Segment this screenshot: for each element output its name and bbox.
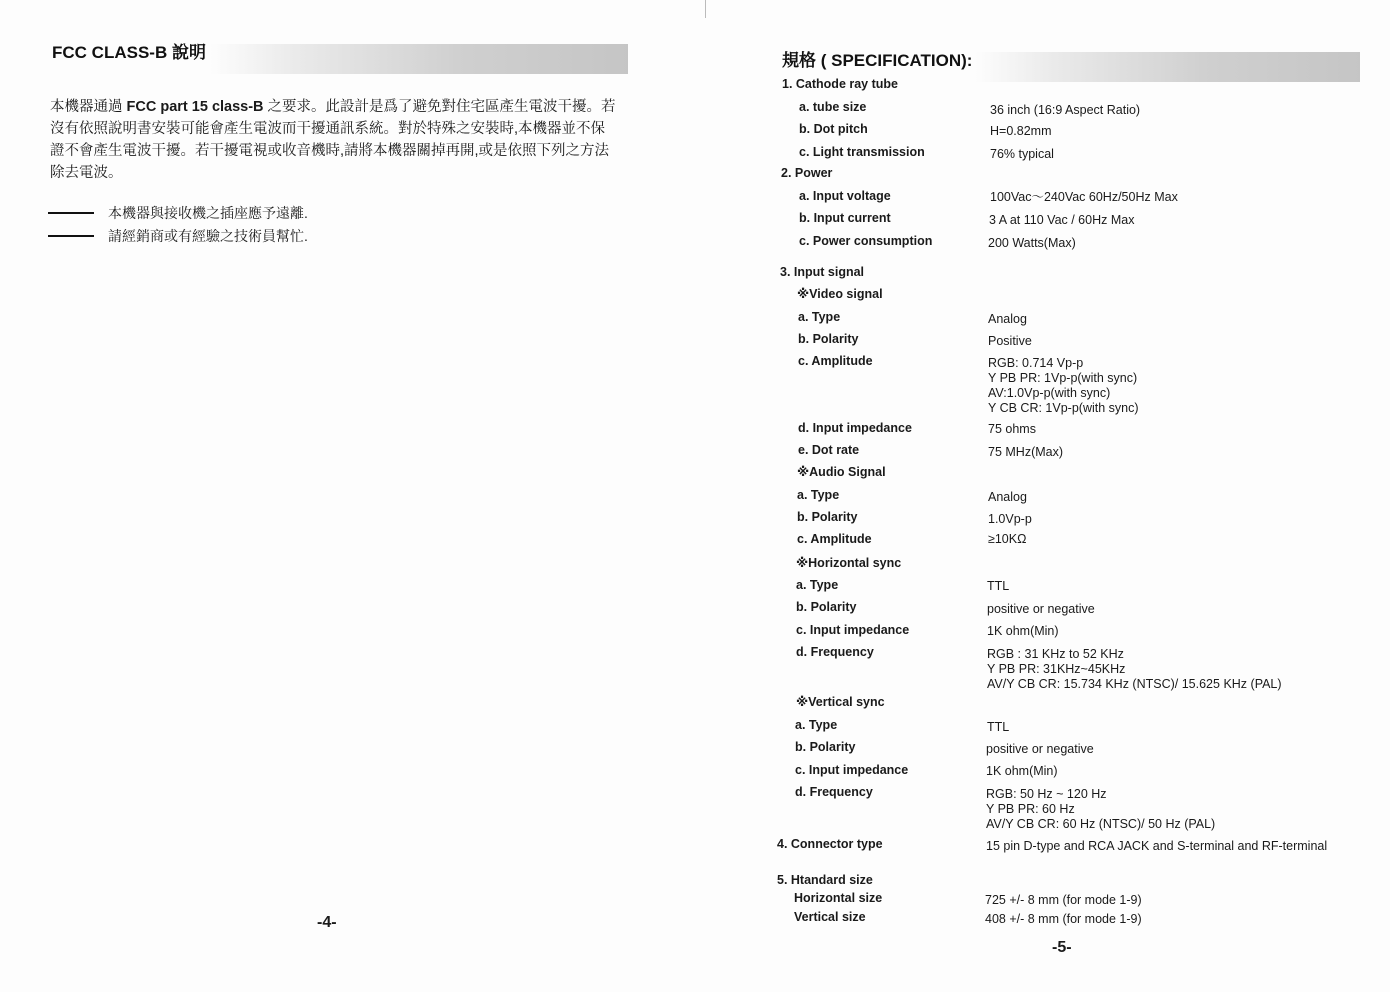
spec-label: 4. Connector type (777, 837, 883, 851)
spec-row (700, 332, 1390, 350)
right-page (700, 0, 1390, 992)
spec-row (700, 100, 1390, 118)
spec-row (700, 578, 1390, 596)
spec-row (700, 211, 1390, 229)
spec-value: 1K ohm(Min) (987, 624, 1059, 638)
spec-row (700, 310, 1390, 328)
spec-value: Analog (988, 490, 1027, 504)
spec-label: ※Video signal (797, 287, 883, 301)
spec-label: 5. Htandard size (777, 873, 873, 887)
spec-row (700, 77, 1390, 95)
spec-label: a. Type (796, 578, 839, 592)
spec-value: 36 inch (16:9 Aspect Ratio) (990, 103, 1141, 117)
spec-value: Y CB CR: 1Vp-p(with sync) (988, 401, 1139, 415)
spec-label: 3. Input signal (780, 265, 865, 279)
spec-label: c. Light transmission (799, 145, 925, 159)
spec-row (700, 354, 1390, 372)
spec-row (700, 464, 1390, 482)
spec-label: a. Type (797, 488, 840, 502)
spec-value: AV/Y CB CR: 60 Hz (NTSC)/ 50 Hz (PAL) (986, 817, 1216, 831)
spec-label: 2. Power (781, 166, 833, 180)
dash-icon (48, 212, 94, 214)
para-text: 除去電波。 (50, 165, 123, 181)
spec-row (700, 645, 1390, 663)
fcc-title: FCC CLASS-B 說明 (52, 43, 206, 62)
para-text: 本機器通過 (50, 99, 127, 115)
spec-row (700, 401, 1390, 419)
spec-value: Positive (988, 334, 1032, 348)
page-number: -5- (1052, 939, 1072, 956)
spec-row (700, 873, 1390, 891)
spec-row (700, 189, 1390, 207)
spec-label: 1. Cathode ray tube (782, 77, 898, 91)
spec-label: a. tube size (799, 100, 867, 114)
para-text: 沒有依照說明書安裝可能會產生電波而干擾通訊系統。對於特殊之安裝時,本機器並不保 (50, 121, 606, 137)
spec-label: b. Polarity (798, 332, 859, 346)
spec-value: RGB: 0.714 Vp-p (988, 356, 1084, 370)
spec-label: b. Polarity (797, 510, 858, 524)
spec-value: AV:1.0Vp-p(with sync) (988, 386, 1111, 400)
spec-value: TTL (987, 720, 1010, 734)
spec-row (700, 443, 1390, 461)
spec-title: 規格 ( SPECIFICATION): (782, 51, 973, 70)
spec-row (700, 421, 1390, 439)
para-text: 證不會產生電波干擾。若干擾電視或收音機時,請將本機器關掉再開,或是依照下列之方法 (50, 143, 610, 159)
bullet-text: 請經銷商或有經驗之技術員幫忙. (108, 228, 308, 244)
spec-value: 75 ohms (988, 422, 1036, 436)
spec-label: c. Input impedance (796, 623, 910, 637)
spec-value: AV/Y CB CR: 15.734 KHz (NTSC)/ 15.625 KHz (PAL) (987, 677, 1282, 691)
spec-value: TTL (987, 579, 1010, 593)
spec-label: e. Dot rate (798, 443, 860, 457)
spec-value: 15 pin D-type and RCA JACK and S-terminal and RF-terminal (986, 839, 1328, 853)
spec-label: Horizontal size (794, 891, 883, 905)
spec-row (700, 555, 1390, 573)
spec-value: ≥10KΩ (988, 532, 1027, 546)
spec-label: c. Power consumption (799, 234, 933, 248)
spec-row (700, 265, 1390, 283)
spec-row (700, 837, 1390, 855)
spec-value: positive or negative (987, 602, 1095, 616)
spec-value: 3 A at 110 Vac / 60Hz Max (989, 213, 1135, 227)
spec-value: RGB: 50 Hz ~ 120 Hz (986, 787, 1107, 801)
spec-row (700, 510, 1390, 528)
spec-value: 75 MHz(Max) (988, 445, 1064, 459)
spec-value: H=0.82mm (990, 124, 1052, 138)
spec-row (700, 145, 1390, 163)
spec-label: a. Input voltage (799, 189, 891, 203)
page-number: -4- (317, 914, 337, 931)
spec-row (700, 600, 1390, 618)
spec-label: ※Audio Signal (797, 465, 886, 479)
spec-row (700, 532, 1390, 550)
spec-row (700, 122, 1390, 140)
spec-row (700, 763, 1390, 781)
spec-value: positive or negative (986, 742, 1094, 756)
spec-row (700, 718, 1390, 736)
spec-label: a. Type (795, 718, 838, 732)
spec-value: Analog (988, 312, 1027, 326)
spec-label: c. Input impedance (795, 763, 909, 777)
spec-label: ※Horizontal sync (796, 556, 902, 570)
heading-shading (210, 44, 628, 74)
spec-label: b. Polarity (796, 600, 857, 614)
spec-label: c. Amplitude (798, 354, 873, 368)
spec-value: 1K ohm(Min) (986, 764, 1058, 778)
spec-row (700, 286, 1390, 304)
spec-row (700, 234, 1390, 252)
spec-value: 76% typical (990, 147, 1054, 161)
spec-value: 725 +/- 8 mm (for mode 1-9) (985, 893, 1142, 907)
spec-label: b. Dot pitch (799, 122, 868, 136)
spec-label: ※Vertical sync (796, 695, 885, 709)
spec-label: d. Frequency (795, 785, 873, 799)
spec-value: 408 +/- 8 mm (for mode 1-9) (985, 912, 1142, 926)
bullet-text: 本機器與接收機之插座應予遠離. (108, 205, 308, 221)
spec-row (700, 740, 1390, 758)
spec-label: Vertical size (794, 910, 866, 924)
spec-value: RGB : 31 KHz to 52 KHz (987, 647, 1124, 661)
spec-row (700, 166, 1390, 184)
spec-row (700, 623, 1390, 641)
spec-value: Y PB PR: 60 Hz (986, 802, 1075, 816)
spec-value: 100Vac～240Vac 60Hz/50Hz Max (990, 190, 1178, 204)
spec-label: b. Input current (799, 211, 891, 225)
spec-value: 1.0Vp-p (988, 512, 1032, 526)
dash-icon (48, 235, 94, 237)
spec-row (700, 891, 1390, 909)
spec-value: Y PB PR: 1Vp-p(with sync) (988, 371, 1138, 385)
spec-label: a. Type (798, 310, 841, 324)
spec-row (700, 694, 1390, 712)
spec-row (700, 910, 1390, 928)
spec-label: d. Input impedance (798, 421, 912, 435)
spec-label: b. Polarity (795, 740, 856, 754)
spec-row (700, 785, 1390, 803)
spec-row (700, 677, 1390, 695)
spec-row (700, 817, 1390, 835)
para-text: 之要求。此設計是爲了避免對住宅區產生電波干擾。若 (263, 99, 616, 115)
spec-value: Y PB PR: 31KHz~45KHz (987, 662, 1126, 676)
fcc-paragraph (50, 96, 640, 184)
para-bold: FCC part 15 class-B (126, 99, 264, 115)
spec-row (700, 488, 1390, 506)
spec-label: c. Amplitude (797, 532, 872, 546)
spec-value: 200 Watts(Max) (988, 236, 1076, 250)
spec-label: d. Frequency (796, 645, 874, 659)
